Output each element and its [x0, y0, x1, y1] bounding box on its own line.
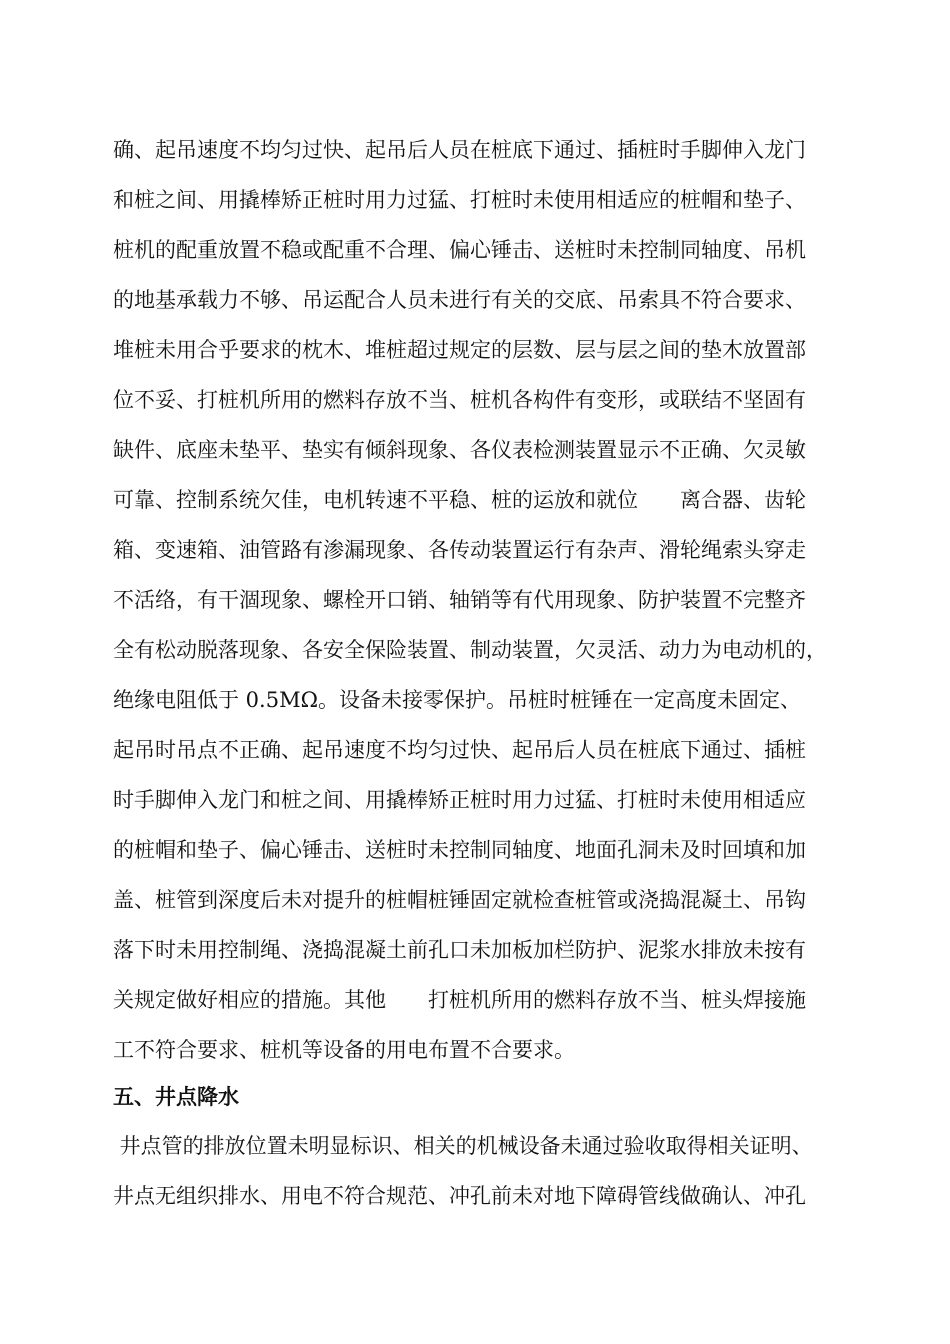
section-heading: 五、井点降水 — [113, 1085, 239, 1109]
paragraph-line: 桩机的配重放置不稳或配重不合理、偏心锤击、送桩时未控制同轴度、吊机 — [113, 238, 806, 262]
paragraph-line: 盖、桩管到深度后未对提升的桩帽桩锤固定就检查桩管或浇捣混凝土、吊钩 — [113, 888, 806, 912]
paragraph-line: 井点管的排放位置未明显标识、相关的机械设备未通过验收取得相关证明、 — [113, 1134, 813, 1158]
paragraph-line: 堆桩未用合乎要求的枕木、堆桩超过规定的层数、层与层之间的垫木放置部 — [113, 338, 806, 362]
paragraph-line: 关规定做好相应的措施。其他 打桩机所用的燃料存放不当、桩头焊接施 — [113, 988, 806, 1012]
paragraph-line: 起吊时吊点不正确、起吊速度不均匀过快、起吊后人员在桩底下通过、插桩 — [113, 738, 806, 762]
paragraph-line: 绝缘电阻低于 0.5MΩ。设备未接零保护。吊桩时桩锤在一定高度未固定、 — [113, 688, 801, 712]
paragraph-line: 确、起吊速度不均匀过快、起吊后人员在桩底下通过、插桩时手脚伸入龙门 — [113, 138, 806, 162]
paragraph-line: 箱、变速箱、油管路有渗漏现象、各传动装置运行有杂声、滑轮绳索头穿走 — [113, 538, 806, 562]
paragraph-line: 井点无组织排水、用电不符合规范、冲孔前未对地下障碍管线做确认、冲孔 — [113, 1184, 806, 1208]
paragraph-line: 全有松动脱落现象、各安全保险装置、制动装置，欠灵活、动力为电动机的， — [113, 638, 827, 662]
paragraph-line: 缺件、底座未垫平、垫实有倾斜现象、各仪表检测装置显示不正确、欠灵敏 — [113, 438, 806, 462]
paragraph-line: 可靠、控制系统欠佳，电机转速不平稳、桩的运放和就位 离合器、齿轮 — [113, 488, 806, 512]
paragraph-line: 工不符合要求、桩机等设备的用电布置不合要求。 — [113, 1038, 575, 1062]
paragraph-line: 不活络，有干涸现象、螺栓开口销、轴销等有代用现象、防护装置不完整齐 — [113, 588, 806, 612]
paragraph-line: 时手脚伸入龙门和桩之间、用撬棒矫正桩时用力过猛、打桩时未使用相适应 — [113, 788, 806, 812]
paragraph-line: 和桩之间、用撬棒矫正桩时用力过猛、打桩时未使用相适应的桩帽和垫子、 — [113, 188, 806, 212]
paragraph-line: 的地基承载力不够、吊运配合人员未进行有关的交底、吊索具不符合要求、 — [113, 288, 806, 312]
paragraph-line: 的桩帽和垫子、偏心锤击、送桩时未控制同轴度、地面孔洞未及时回填和加 — [113, 838, 806, 862]
paragraph-line: 落下时未用控制绳、浇捣混凝土前孔口未加板加栏防护、泥浆水排放未按有 — [113, 938, 806, 962]
paragraph-line: 位不妥、打桩机所用的燃料存放不当、桩机各构件有变形，或联结不坚固有 — [113, 388, 806, 412]
